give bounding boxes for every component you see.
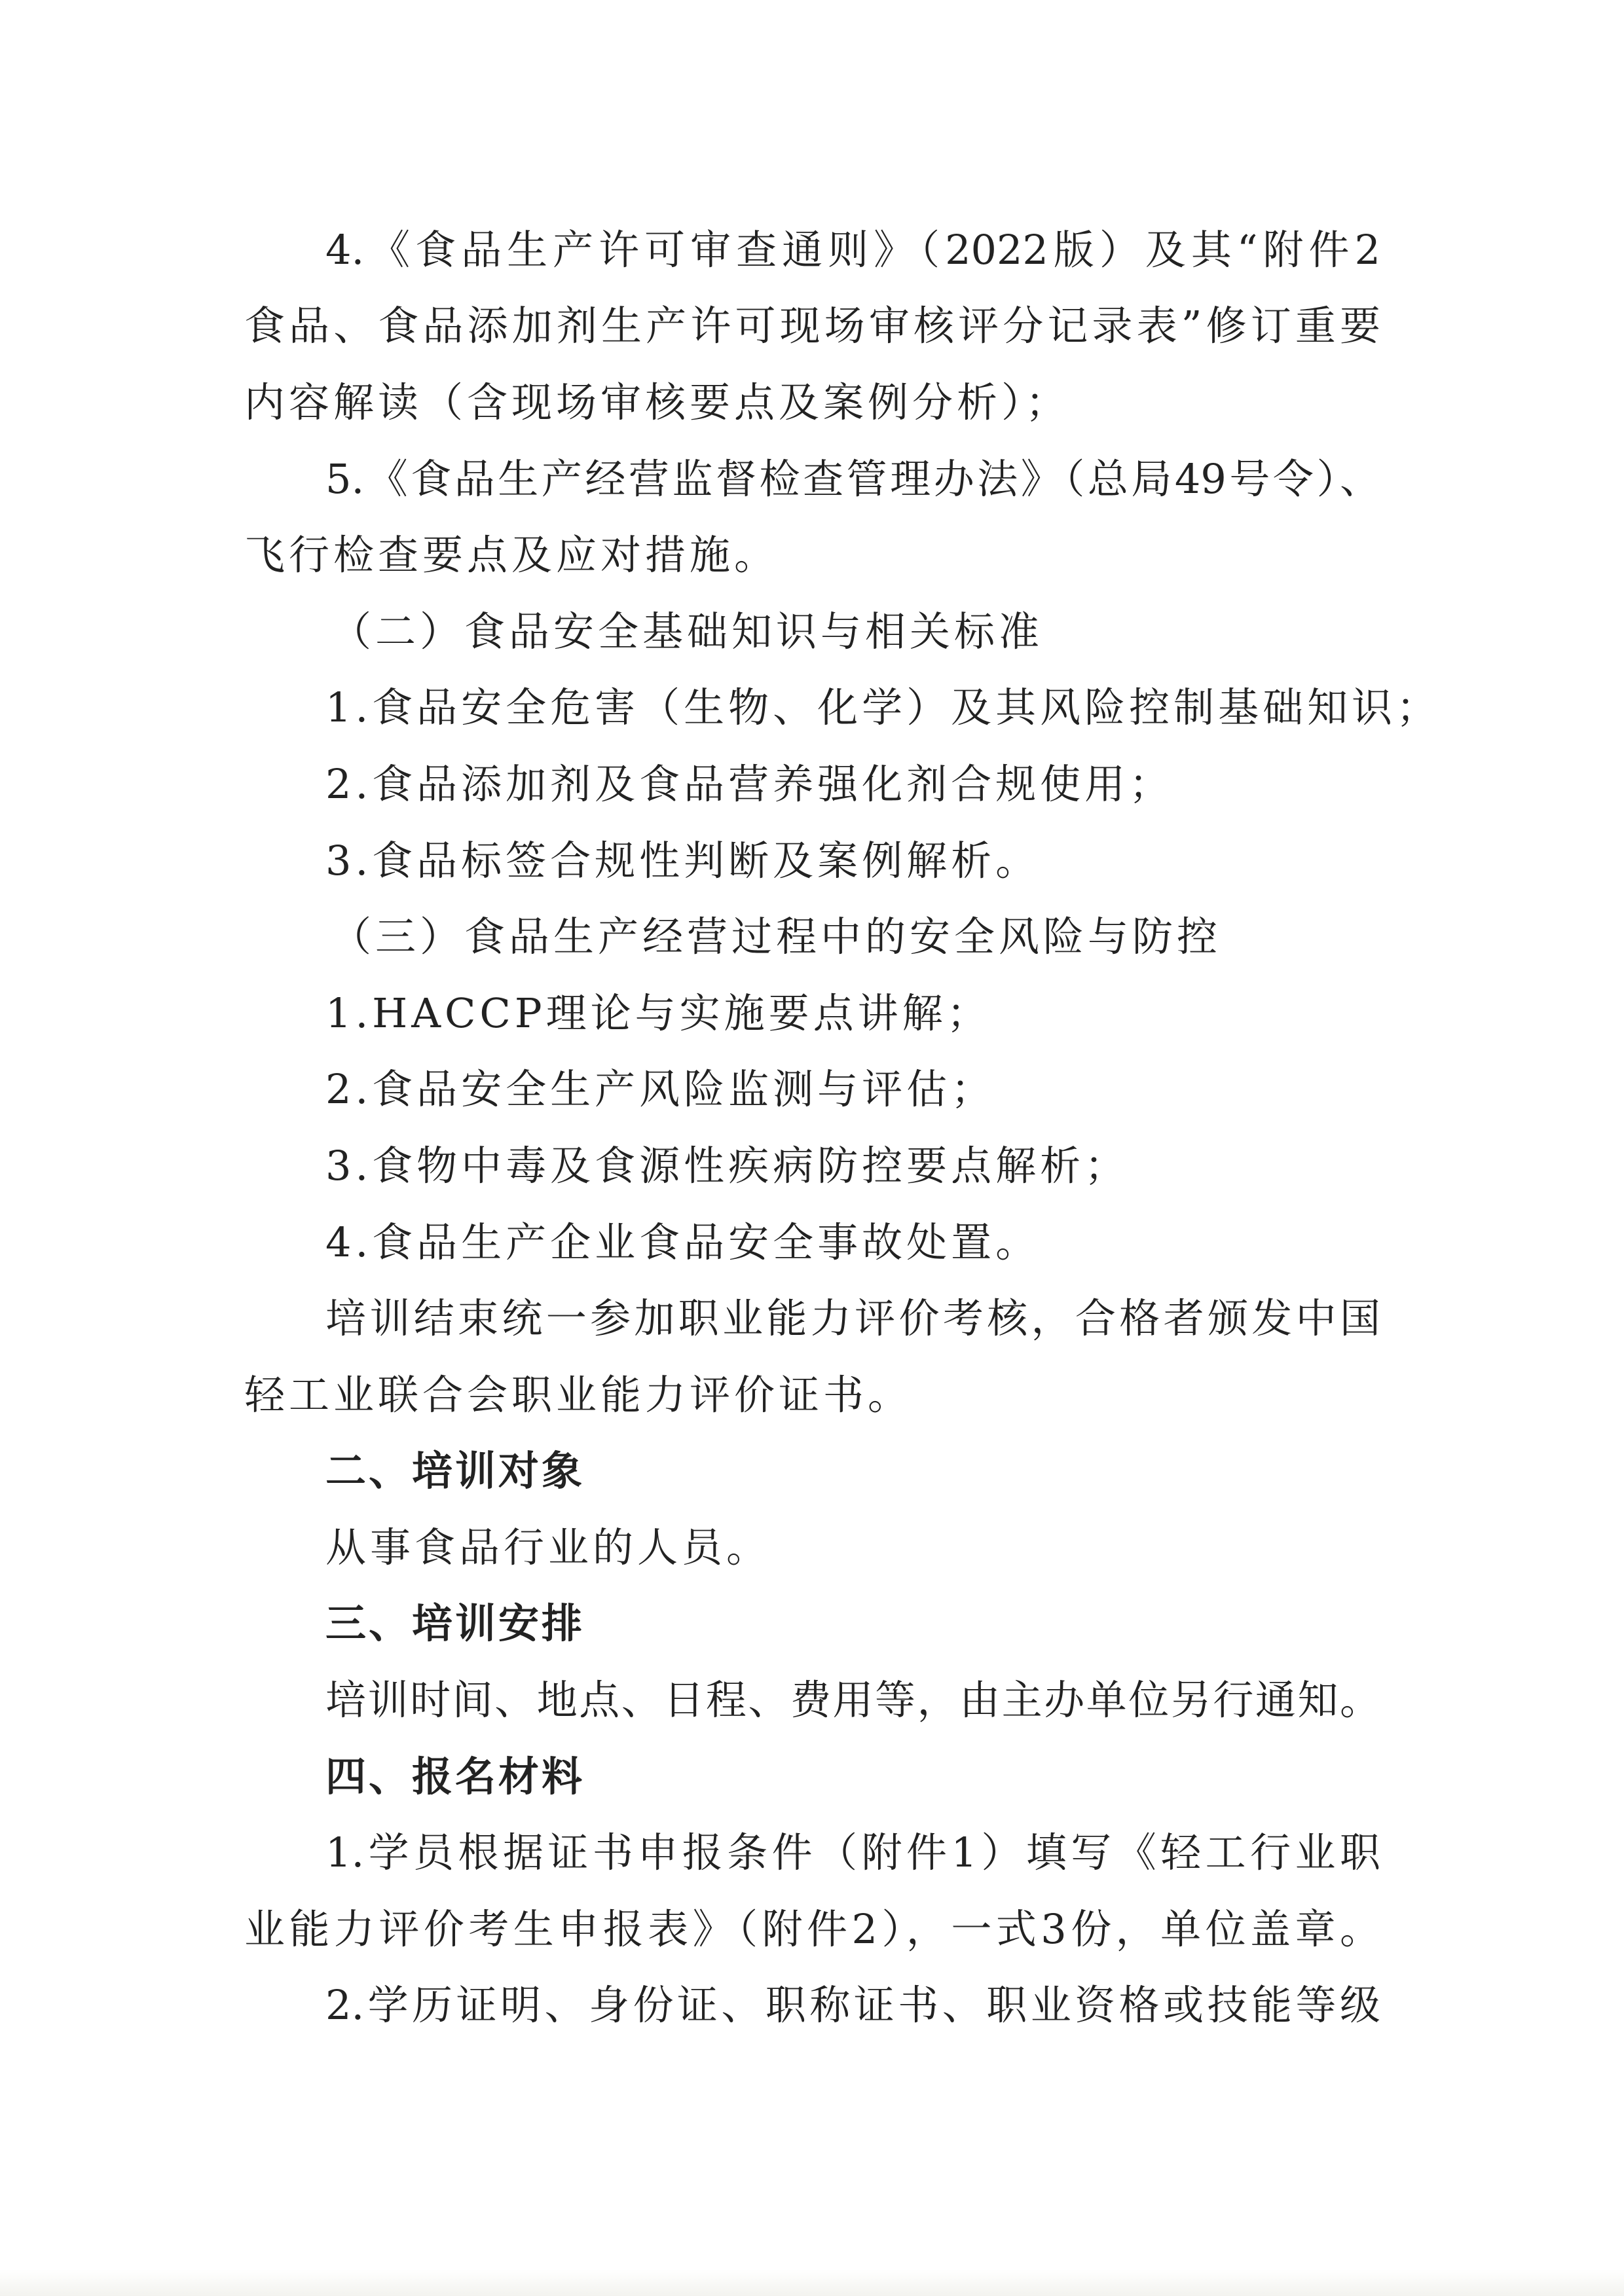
body-line: 从事食品行业的人员。 [325, 1523, 771, 1571]
body-line: 1.学员根据证书申报条件（附件1）填写《轻工行业职 [325, 1829, 1380, 1876]
body-line: 3.食物中毒及食源性疾病防控要点解析； [325, 1142, 1130, 1190]
section-subheading: （二）食品安全基础知识与相关标准 [331, 608, 1044, 655]
body-line: 1.食品安全危害（生物、化学）及其风险控制基础知识； [325, 683, 1441, 731]
scan-edge-shadow [0, 2270, 1624, 2296]
body-line: 1.HACCP理论与实施要点讲解； [325, 989, 991, 1037]
body-line: 5.《食品生产经营监督检查管理办法》（总局49号令）、 [325, 455, 1380, 503]
body-line: 2.食品添加剂及食品营养强化剂合规使用； [325, 760, 1174, 808]
section-heading: 三、培训安排 [325, 1599, 585, 1647]
body-line: 食品、食品添加剂生产许可现场审核评分记录表”修订重要 [244, 302, 1380, 350]
body-line: 3.食品标签合规性判断及案例解析。 [325, 837, 1041, 884]
section-heading: 四、报名材料 [325, 1753, 585, 1800]
body-line: 飞行检查要点及应对措施。 [244, 531, 779, 579]
section-subheading: （三）食品生产经营过程中的安全风险与防控 [331, 913, 1222, 960]
body-line: 4.食品生产企业食品安全事故处置。 [325, 1218, 1041, 1266]
body-line: 2.食品安全生产风险监测与评估； [325, 1065, 996, 1113]
section-heading: 二、培训对象 [325, 1447, 585, 1495]
body-line: 业能力评价考生申报表》（附件2），一式3份，单位盖章。 [244, 1905, 1380, 1953]
body-line: 轻工业联合会职业能力评价证书。 [244, 1371, 913, 1419]
body-line: 内容解读（含现场审核要点及案例分析）； [244, 378, 1071, 426]
body-line: 4.《食品生产许可审查通则》（2022版）及其“附件2 [325, 226, 1380, 274]
body-line: 2.学历证明、身份证、职称证书、职业资格或技能等级 [325, 1981, 1380, 2029]
body-line: 培训时间、地点、日程、费用等，由主办单位另行通知。 [325, 1676, 1380, 1724]
body-line: 培训结束统一参加职业能力评价考核，合格者颁发中国 [325, 1294, 1380, 1342]
